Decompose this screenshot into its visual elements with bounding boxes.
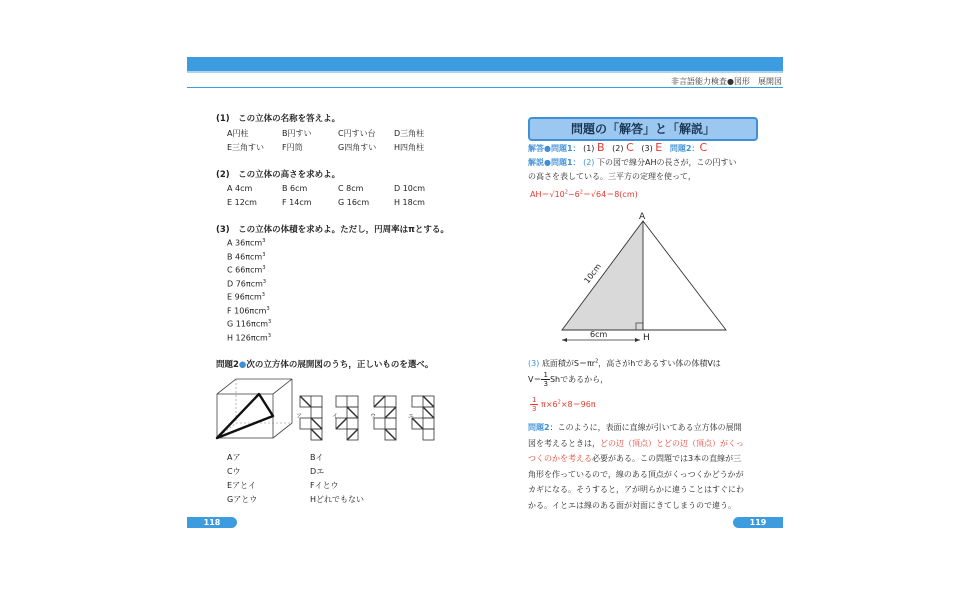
q1-option: A円柱 [227, 129, 249, 138]
bullet-icon: ● [238, 360, 247, 370]
q3-option: H 126πcm$^3$ [227, 333, 272, 343]
p2-option: Gアとウ [227, 495, 258, 504]
q2-option: C 8cm [338, 184, 364, 193]
problem-2-title: 問題2●次の立方体の展開図のうち，正しいものを選べ。 [216, 360, 434, 370]
q2-option: F 14cm [282, 198, 312, 207]
net-label: ア [296, 413, 303, 420]
net-label: イ [332, 413, 339, 420]
question-3-title: (3) この立体の体積を求めよ。ただし，円周率はπとする。 [216, 225, 449, 235]
p2-option: Fイとウ [310, 481, 339, 490]
question-2-title: (2) この立体の高さを求めよ。 [216, 170, 341, 180]
q3-option: D 76πcm$^3$ [227, 279, 267, 289]
q2-option: B 6cm [282, 184, 308, 193]
cube-figure [214, 376, 296, 442]
volume-line-2: V＝ $\frac{1}{3}$ Shであるから， [528, 371, 609, 388]
q2-option: D 10cm [394, 184, 426, 193]
q1-option: D三角柱 [394, 129, 425, 138]
q2-option: A 4cm [227, 184, 253, 193]
page-number-right: 119 [733, 517, 783, 528]
q3-option: F 106πcm$^3$ [227, 306, 270, 316]
q3-option: E 96πcm$^3$ [227, 292, 265, 302]
q1-option: E三角すい [227, 143, 265, 152]
q2-option: E 12cm [227, 198, 257, 207]
question-1-title: (1) この立体の名称を答えよ。 [216, 114, 341, 124]
explanation-line-2: の高さを表している。三平方の定理を使って， [528, 172, 696, 181]
answer-banner: 問題の「解答」と「解説」 [528, 117, 758, 141]
p2-option: Bイ [310, 453, 324, 462]
header-rule [187, 87, 783, 88]
q1-option: B円すい [282, 129, 312, 138]
volume-line-1: (3) 底面積が$S=\pi r^2$，高さがhであるすい体の体積Vは [528, 358, 721, 368]
q3-option: A 36πcm$^3$ [227, 238, 266, 248]
top-light-bar [187, 71, 783, 73]
net-label: エ [408, 413, 415, 420]
foot-label: H [643, 333, 650, 343]
q3-option: B 46πcm$^3$ [227, 252, 266, 262]
hyp-label: 10cm [582, 261, 604, 286]
p2-option: Hどれでもない [310, 495, 365, 504]
pythagoras-formula: $AH=√10^2-6^2=√64=8(cm)$ [530, 189, 638, 199]
q3-option: C 66πcm$^3$ [227, 265, 266, 275]
cone-cross-section [548, 208, 738, 346]
problem-2-explanation: 問題2：このように，表面に直線が引いてある立方体の展開 図を考えるときは，どの辺（頂点）とどの辺（頂点）がくっ つくのかを考える必要がある。この問題では3本の直線が三 角形を作っているので，線のある頂点がくっつくかどうかが カギになる。そうすると，アが明らかに違うことはすぐにわ かる。イとエは線のある面が対面にきてしまうので違う。 [528, 423, 744, 510]
apex-label: A [639, 212, 646, 222]
base-label: 6cm [590, 330, 608, 339]
q2-option: H 18cm [394, 198, 425, 207]
cube-nets [292, 394, 442, 442]
q1-option: H四角柱 [394, 143, 425, 152]
q1-option: F円筒 [282, 143, 303, 152]
answer-line: 解答●問題1： (1) B (2) C (3) E 問題2：C [528, 141, 708, 154]
p2-option: Aア [227, 453, 241, 462]
net-label: ウ [370, 413, 377, 420]
q3-option: G 116πcm$^3$ [227, 319, 272, 329]
p2-option: Dエ [310, 467, 325, 476]
top-color-bar [187, 57, 783, 71]
explanation-line-1: 解説●問題1： (2) 下の図で線分AHの長さが，この円すい [528, 158, 737, 167]
p2-option: Eアとイ [227, 481, 257, 490]
q1-option: G四角すい [338, 143, 377, 152]
volume-calc: $\frac{1}{3}$ $\pi\times 6^2\times 8=96\pi$ [532, 396, 596, 413]
q2-option: G 16cm [338, 198, 370, 207]
page-number-left: 118 [187, 517, 237, 528]
q1-option: C円すい台 [338, 129, 376, 138]
p2-option: Cウ [227, 467, 241, 476]
header-title: 非言語能力検査●図形 展開図 [671, 77, 782, 86]
